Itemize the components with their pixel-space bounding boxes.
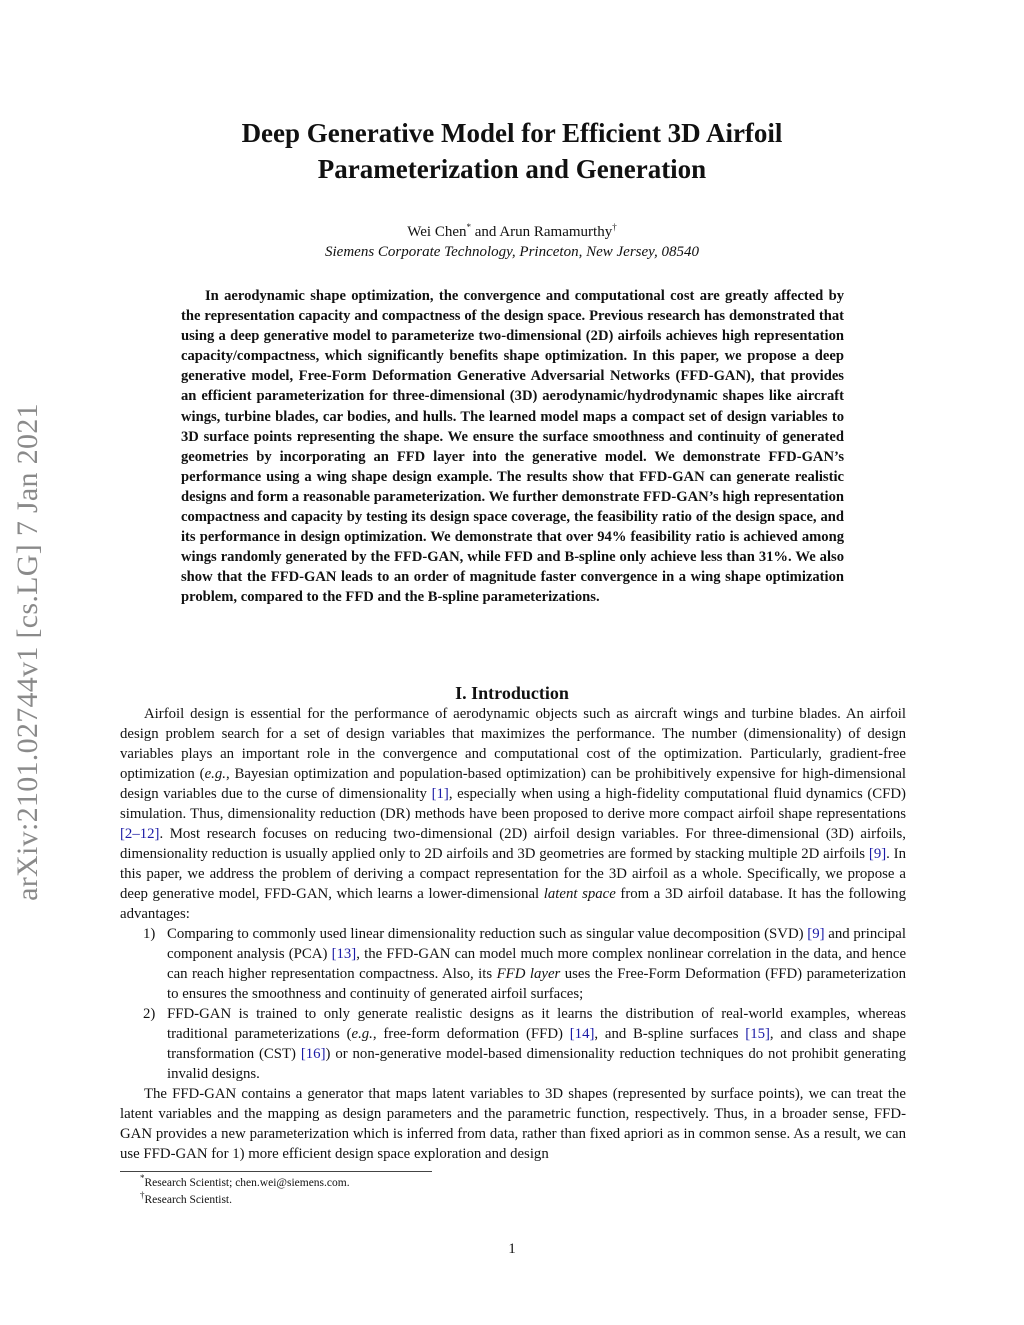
footnote-2-mark: † xyxy=(140,1190,145,1201)
footnote-1-mark: * xyxy=(140,1173,145,1184)
citation-link[interactable]: [1] xyxy=(431,786,449,802)
affiliation: Siemens Corporate Technology, Princeton, New Jersey, 08540 xyxy=(325,244,699,260)
citation-link[interactable]: [14] xyxy=(569,1026,595,1042)
author-mark-2: † xyxy=(612,222,617,232)
paper-title xyxy=(180,115,844,187)
authors xyxy=(180,222,844,242)
author-2: and Arun Ramamurthy xyxy=(470,224,613,240)
footnote-2-text: Research Scientist. xyxy=(144,1194,233,1206)
list-number: 2) xyxy=(143,1006,156,1022)
arxiv-stamp xyxy=(4,372,52,932)
citation-link[interactable]: [2–12] xyxy=(120,826,160,842)
footnote-2 xyxy=(120,1190,233,1207)
citation-link[interactable]: [9] xyxy=(807,926,825,942)
list-item: 1) Comparing to commonly used linear dimensionality reduction such as singular value decomposition (SVD) [9] and principal component analysis (PCA) [13], the FFD-GAN can model much more complex nonlinear correlation in the data, and hence can reach higher representation compactness. Also, its FFD layer uses the Free-Form Deformation (FFD) parameterization to ensures the smoothness and continuity of generated airfoil surfaces; xyxy=(143,926,907,1002)
citation-link[interactable]: [16] xyxy=(300,1046,326,1062)
introduction-body xyxy=(120,704,906,1164)
advantages-list xyxy=(120,924,906,1084)
author-mark-1: * xyxy=(466,222,471,232)
page-number: 1 xyxy=(508,1241,516,1257)
abstract: In aerodynamic shape optimization, the convergence and computational cost are greatly affected by the representation capacity and compactness of the design space. Previous research has demonstrated that using a deep generative model to parameterize two-dimensional (2D) airfoils achieves high representation capacity/compactness, which significantly benefits shape optimization. In this paper, we propose a deep generative model, Free-Form Deformation Generative Adversarial Networks (FFD-GAN), that provides an efficient parameterization for three-dimensional (3D) aerodynamic/hydrodynamic shapes like aircraft wings, turbine blades, car bodies, and hulls. The learned model maps a compact set of design variables to 3D surface points representing the shape. We ensure the surface smoothness and continuity of generated geometries by incorporating an FFD layer into the generative model. We demonstrate FFD-GAN’s performance using a wing shape design example. The results show that FFD-GAN can generate realistic designs and form a reasonable parameterization. We further demonstrate FFD-GAN’s high representation compactness and capacity by testing its design space coverage, the feasibility ratio of the design space, and its performance in design optimization. We demonstrate that over 94% feasibility ratio is achieved among wings randomly generated by the FFD-GAN, while FFD and B-spline only achieve less than 31%. We also show that the FFD-GAN leads to an order of magnitude faster convergence in a wing shape optimization problem, compared to the FFD and the B-spline parameterizations. xyxy=(181,288,844,606)
list-number: 1) xyxy=(143,926,156,942)
citation-link[interactable]: [13] xyxy=(331,946,357,962)
title-line-2: Parameterization and Generation xyxy=(317,154,707,184)
footnote-rule xyxy=(120,1171,432,1172)
footnote-1 xyxy=(120,1173,350,1190)
arxiv-stamp-text: arXiv:2101.02744v1 [cs.LG] 7 Jan 2021 xyxy=(11,403,45,901)
footnote-1-text: Research Scientist; chen.wei@siemens.com. xyxy=(144,1177,350,1189)
intro-paragraph-1: Airfoil design is essential for the performance of aerodynamic objects such as aircraft wings and turbine blades. An airfoil design problem search for a set of design variables that maximizes the performance. The number (dimensionality) of design variables plays an important role in the convergence and computational cost of the optimization. Particularly, gradient-free optimization (e.g., Bayesian optimization and population-based optimization) can be prohibitively expensive for high-dimensional design variables due to the curse of dimensionality [1], especially when using a high-fidelity computational fluid dynamics (CFD) simulation. Thus, dimensionality reduction (DR) methods have been proposed to derive more compact airfoil shape representations [2–12]. Most research focuses on reducing two-dimensional (2D) airfoil design variables. For three-dimensional (3D) airfoils, dimensionality reduction is usually applied only to 2D airfoils and 3D geometries are formed by stacking multiple 2D airfoils [9]. In this paper, we address the problem of deriving a compact representation for the 3D airfoil as a whole. Specifically, we propose a deep generative model, FFD-GAN, which learns a lower-dimensional latent space from a 3D airfoil database. It has the following advantages: xyxy=(120,706,906,922)
section-title: I. Introduction xyxy=(455,683,569,703)
author-1: Wei Chen xyxy=(407,224,467,240)
intro-paragraph-2: The FFD-GAN contains a generator that maps latent variables to 3D shapes (represented by surface points), we can treat the latent variables and the mapping as design parameters and the parametric function, respectively. Thus, in a broader sense, FFD-GAN provides a new parameterization which is inferred from data, rather than fixed apriori as in common sense. As a result, we can use FFD-GAN for 1) more efficient design space exploration and design xyxy=(120,1086,906,1162)
title-line-1: Deep Generative Model for Efficient 3D Airfoil xyxy=(241,118,783,148)
list-item: 2) FFD-GAN is trained to only generate realistic designs as it learns the distribution of real-world examples, whereas traditional parameterizations (e.g., free-form deformation (FFD) [14], and B-spline surfaces [15], and class and shape transformation (CST) [16]) or non-generative model-based dimensionality reduction techniques do not prohibit generating invalid designs. xyxy=(143,1006,906,1082)
citation-link[interactable]: [9] xyxy=(868,846,887,862)
citation-link[interactable]: [15] xyxy=(745,1026,770,1042)
